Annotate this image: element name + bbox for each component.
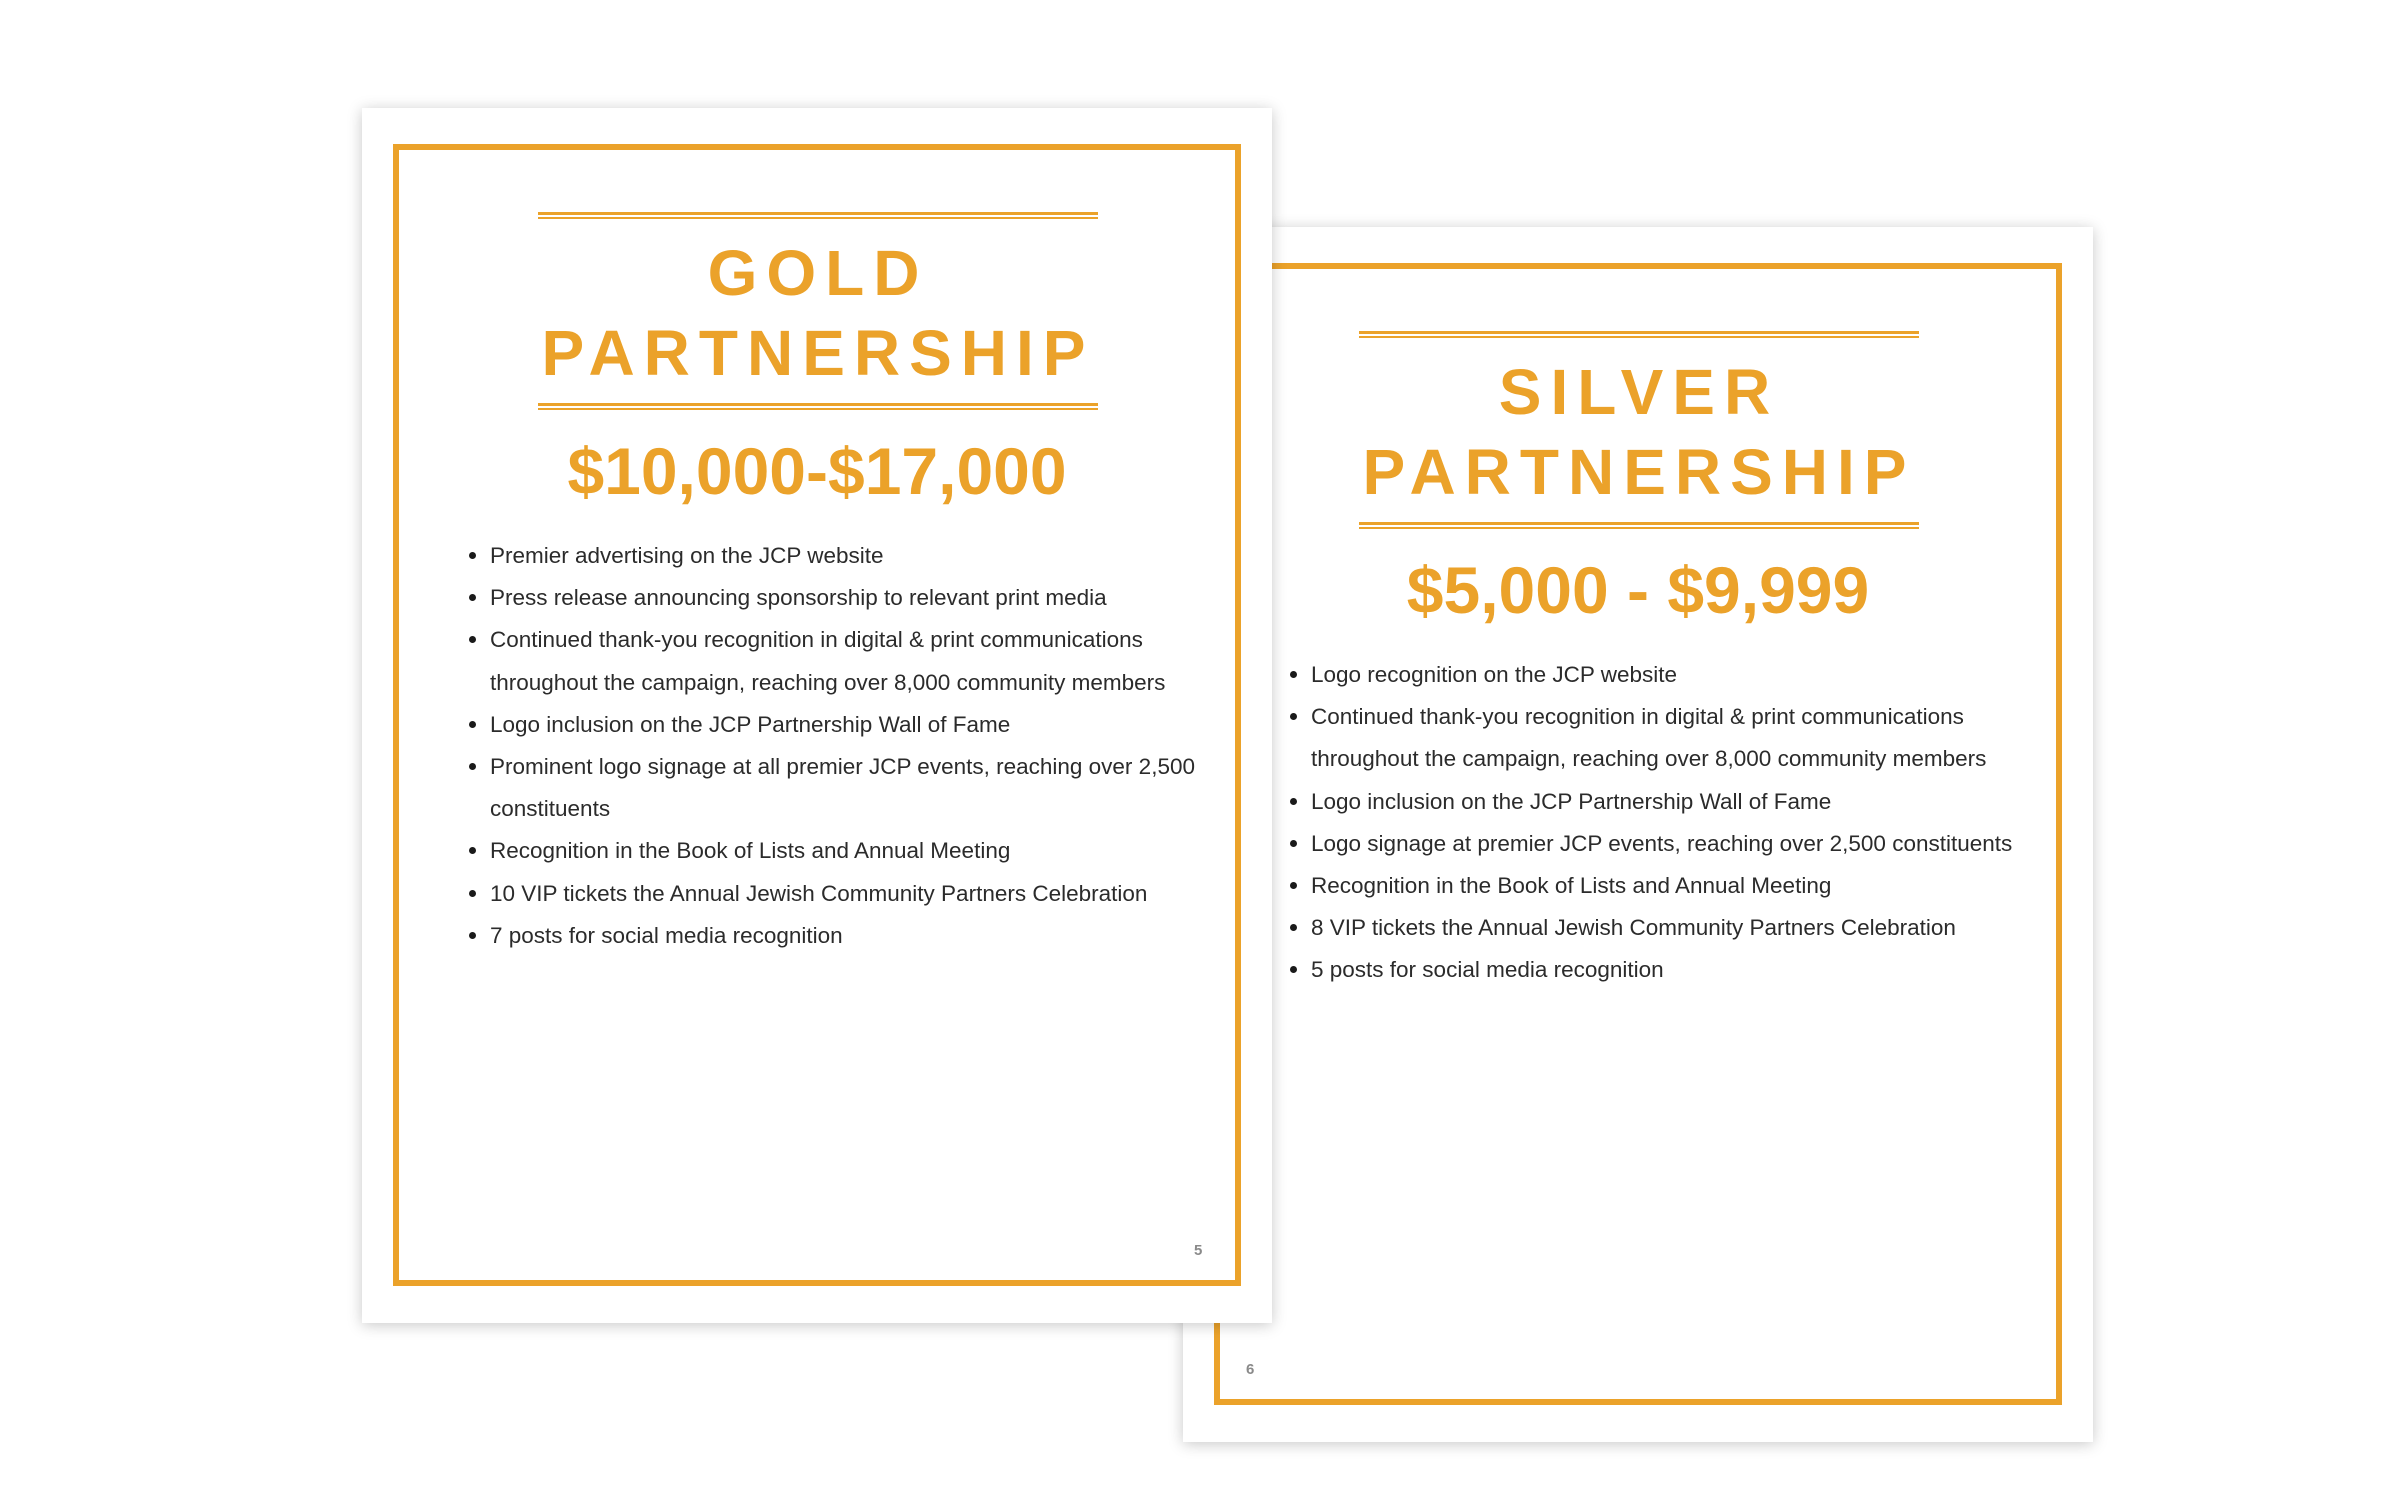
price-range: $5,000 - $9,999 [1406,553,1870,627]
page-number: 6 [1246,1361,1255,1378]
list-item: 8 VIP tickets the Annual Jewish Community Partners Celebration [1311,907,2071,949]
list-item: Continued thank-you recognition in digital & print communications throughout the campaign, reaching over 8,000 community members [490,619,1250,703]
page-title [538,233,1098,393]
list-item: Premier advertising on the JCP website [490,535,1250,577]
bottom-double-rule [1359,522,1919,529]
price-range: $10,000-$17,000 [567,434,1067,508]
list-item: Press release announcing sponsorship to relevant print media [490,577,1250,619]
page-silver-partnership [1183,227,2093,1442]
page-title [1359,352,1919,512]
list-item: Recognition in the Book of Lists and Annual Meeting [490,830,1250,872]
title-line-1: GOLD [707,237,929,309]
list-item: Logo inclusion on the JCP Partnership Wall of Fame [1311,781,2071,823]
list-item: 7 posts for social media recognition [490,915,1250,957]
page-gold-partnership [362,108,1272,1323]
benefits-list [1287,654,2071,992]
heading-block [538,212,1098,410]
list-item: Continued thank-you recognition in digital & print communications throughout the campaign, reaching over 8,000 community members [1311,696,2071,780]
list-item: Logo inclusion on the JCP Partnership Wall of Fame [490,704,1250,746]
page-number: 5 [1194,1242,1203,1259]
list-item: Logo signage at premier JCP events, reaching over 2,500 constituents [1311,823,2071,865]
title-line-1: SILVER [1498,356,1780,428]
benefits-list [466,535,1250,957]
title-line-2: PARTNERSHIP [541,317,1095,389]
list-item: 5 posts for social media recognition [1311,949,2071,991]
list-item: Logo recognition on the JCP website [1311,654,2071,696]
heading-block [1359,331,1919,529]
list-item: Recognition in the Book of Lists and Annual Meeting [1311,865,2071,907]
list-item: Prominent logo signage at all premier JCP events, reaching over 2,500 constituents [490,746,1250,830]
top-double-rule [538,212,1098,219]
title-line-2: PARTNERSHIP [1362,436,1916,508]
bottom-double-rule [538,403,1098,410]
top-double-rule [1359,331,1919,338]
list-item: 10 VIP tickets the Annual Jewish Community Partners Celebration [490,873,1250,915]
